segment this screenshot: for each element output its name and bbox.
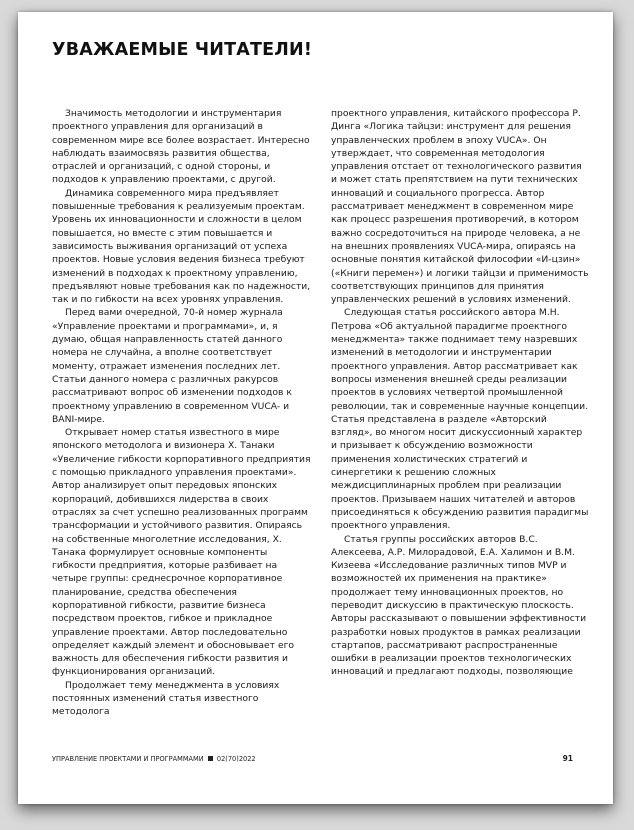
page-footer xyxy=(52,754,573,763)
paragraph: Статья группы российских авторов В.С. Алексеева, А.Р. Милорадовой, Е.А. Халимон и В.М. Кизеева «Исследование различных типов MVP и возможностей их применения на практике» продолжает тему инновационных проектов, но переводит дискуссию в практическую плоскость. Авторы рассказывают о повышении эффективности разработки новых продуктов в рамках реализации стартапов, рассматривают распространенные ошибки в реализации проектов технологических инноваций и предлагают подходы, позволяющие xyxy=(331,533,587,678)
footer-journal-info xyxy=(52,755,256,763)
left-column xyxy=(52,107,311,727)
paragraph: Динамика современного мира предъявляет повышенные требования к реализуемым проектам. Уровень их инновационности и сложности в целом повышается, но вместе с этим повышается и зависимость выживания организаций от успеха проектов. Новые условия ведения бизнеса требуют изменений в подходах к проектному управлению, предъявляют новые требования как по надежности, так и по гибкости на всех уровнях управления. xyxy=(52,187,311,306)
issue-number: 02(70)2022 xyxy=(216,754,256,763)
square-separator-icon xyxy=(208,756,213,761)
journal-name: УПРАВЛЕНИЕ ПРОЕКТАМИ И ПРОГРАММАМИ xyxy=(52,754,204,763)
paragraph: Следующая статья российского автора М.Н. Петрова «Об актуальной парадигме проектного менеджмента» также поднимает тему назревших изменений в методологии и инструментарии проектного управления. Автор рассматривает как вопросы изменения внешней среды реализации проектов в условиях четвертой промышленной революции, так и современные научные концепции. Статья представлена в разделе «Авторский взгляд», во многом носит дискуссионный характер и призывает к обсуждению возможности применения холистических стратегий и синергетики к решению сложных междисциплинарных проблем при реализации проектов. Призываем наших читателей и авторов присоединяться к обсуждению развития парадигмы проектного управления. xyxy=(331,307,589,532)
right-column xyxy=(331,107,590,727)
page-sheet xyxy=(18,12,613,804)
paragraph: Значимость методологии и инструментария проектного управления для организаций в современном мире все более возрастает. Интересно наблюдать взаимосвязь развития общества, отраслей и организаций, с одной стороны, и подходов к управлению проектами, с другой. xyxy=(52,108,310,186)
page-title: УВАЖАЕМЫЕ ЧИТАТЕЛИ! xyxy=(52,40,313,60)
paragraph: Открывает номер статья известного в мире японского методолога и визионера Х. Танаки «Увеличение гибкости корпоративного предприятия с помощью прикладного управления проектами». Автор анализирует опыт передовых японских корпораций, добившихся лидерства в своих отраслях за счет успешно реализованных программ трансформации и устойчивого развития. Опираясь на собственные многолетние исследования, Х. Танака формулирует основные компоненты гибкости предприятия, которые разбивает на четыре группы: среднесрочное корпоративное планирование, средства обеспечения корпоративной гибкости, развитие бизнеса посредством проектов, гибкое и прикладное управление проектами. Автор последовательно определяет каждый элемент и обосновывает его важность для обеспечения гибкости развития и функционирования организаций. xyxy=(52,427,311,678)
article-body xyxy=(52,107,590,727)
paragraph: Продолжает тему менеджмента в условиях постоянных изменений статья известного методолога xyxy=(52,679,280,718)
paragraph: проектного управления, китайского профессора Р. Динга «Логика тайцзи: инструмент для решения управленческих проблем в эпоху VUCA». Он утверждает, что современная методология управления отстает от технологического развития и может стать препятствием на пути технических инноваций и социального прогресса. Автор рассматривает менеджмент в современном мире как процесс разрешения противоречий, в котором важно сосредоточиться на природе человека, а не на внешних проявлениях VUCA-мира, опираясь на основные понятия китайской философии «И-цзин» («Книги перемен») и логики тайцзи и применимость соответствующих принципов для принятия управленческих решений в условиях изменений. xyxy=(331,108,589,306)
page-number: 91 xyxy=(562,754,573,763)
paragraph: Перед вами очередной, 70-й номер журнала «Управление проектами и программами», и, я думаю, общая направленность статей данного номера не случайна, а вполне соответствует моменту, отражает изменения последних лет. Статьи данного номера с различных ракурсов рассматривают вопрос об изменении подходов к проектному управлению в современном VUCA- и BANI-мире. xyxy=(52,307,292,425)
